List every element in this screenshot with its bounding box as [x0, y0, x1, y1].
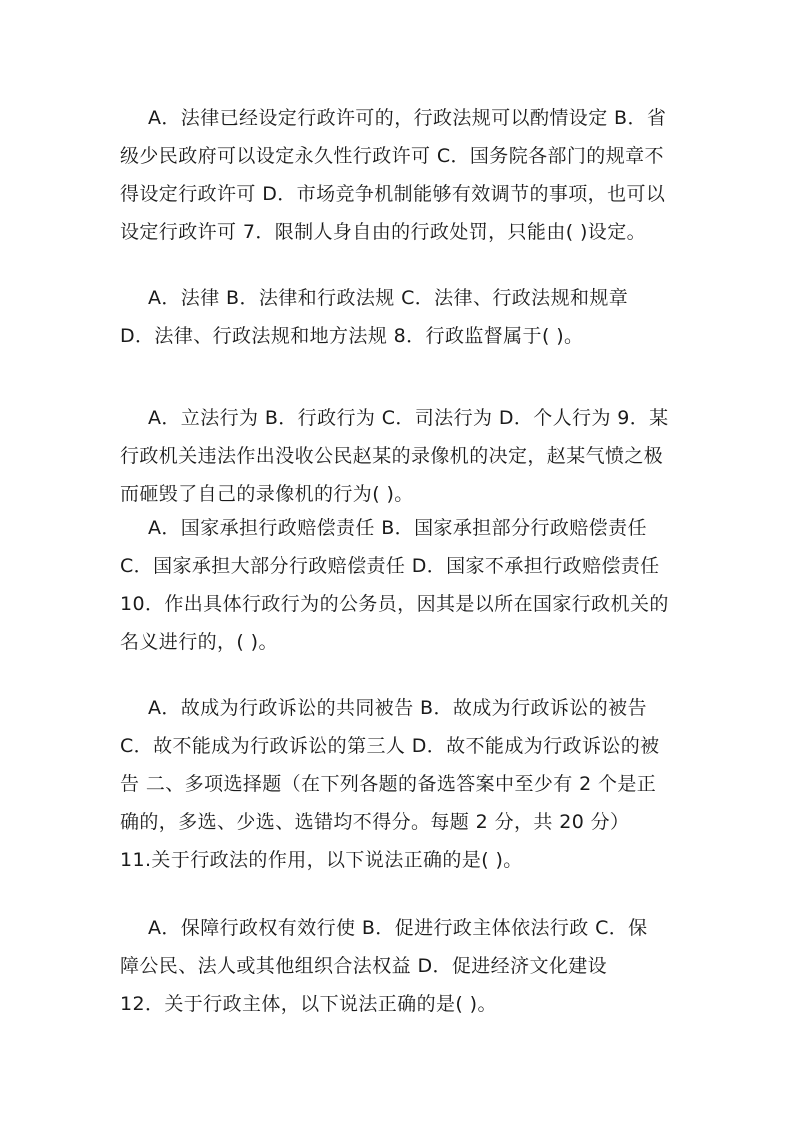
text-line: 设定行政许可 7．限制人身自由的行政处罚，只能由( )设定。	[120, 221, 646, 243]
text-line: 名义进行的，( )。	[120, 631, 278, 653]
text-line: 12．关于行政主体，以下说法正确的是( )。	[120, 993, 497, 1015]
text-line: A．立法行为 B．行政行为 C．司法行为 D．个人行为 9．某	[148, 407, 669, 429]
text-line: A．法律 B．法律和行政法规 C．法律、行政法规和规章	[148, 287, 629, 309]
text-line: A．故成为行政诉讼的共同被告 B．故成为行政诉讼的被告	[148, 697, 647, 719]
text-line: 而砸毁了自己的录像机的行为( )。	[120, 483, 414, 505]
text-line: C．国家承担大部分行政赔偿责任 D．国家不承担行政赔偿责任	[120, 555, 660, 577]
text-line: D．法律、行政法规和地方法规 8．行政监督属于( )。	[120, 325, 584, 347]
paragraph-question-10-options	[120, 689, 685, 879]
paragraph-question-11-options	[120, 909, 685, 1023]
text-line: 障公民、法人或其他组织合法权益 D．促进经济文化建设	[120, 955, 608, 977]
text-line: 得设定行政许可 D．市场竞争机制能够有效调节的事项，也可以	[120, 183, 666, 205]
text-line: 告 二、多项选择题（在下列各题的备选答案中至少有 2 个是正	[120, 773, 657, 795]
text-line: A．保障行政权有效行使 B．促进行政主体依法行政 C．保	[148, 917, 648, 939]
paragraph-question-6-options	[120, 99, 685, 251]
text-line: 确的，多选、少选、选错均不得分。每题 2 分，共 20 分）	[120, 811, 630, 833]
text-line: 级少民政府可以设定永久性行政许可 C．国务院各部门的规章不	[120, 145, 664, 167]
paragraph-question-9-options	[120, 509, 685, 661]
text-line: 11.关于行政法的作用，以下说法正确的是( )。	[120, 849, 523, 871]
text-line: 行政机关违法作出没收公民赵某的录像机的决定，赵某气愤之极	[120, 445, 664, 467]
text-line: C．故不能成为行政诉讼的第三人 D．故不能成为行政诉讼的被	[120, 735, 660, 757]
text-line: A．国家承担行政赔偿责任 B．国家承担部分行政赔偿责任	[148, 517, 647, 539]
paragraph-question-7-options	[120, 279, 685, 355]
paragraph-question-8-options	[120, 399, 685, 513]
text-line: 10．作出具体行政行为的公务员，因其是以所在国家行政机关的	[120, 593, 669, 615]
text-line: A．法律已经设定行政许可的，行政法规可以酌情设定 B．省	[148, 107, 667, 129]
